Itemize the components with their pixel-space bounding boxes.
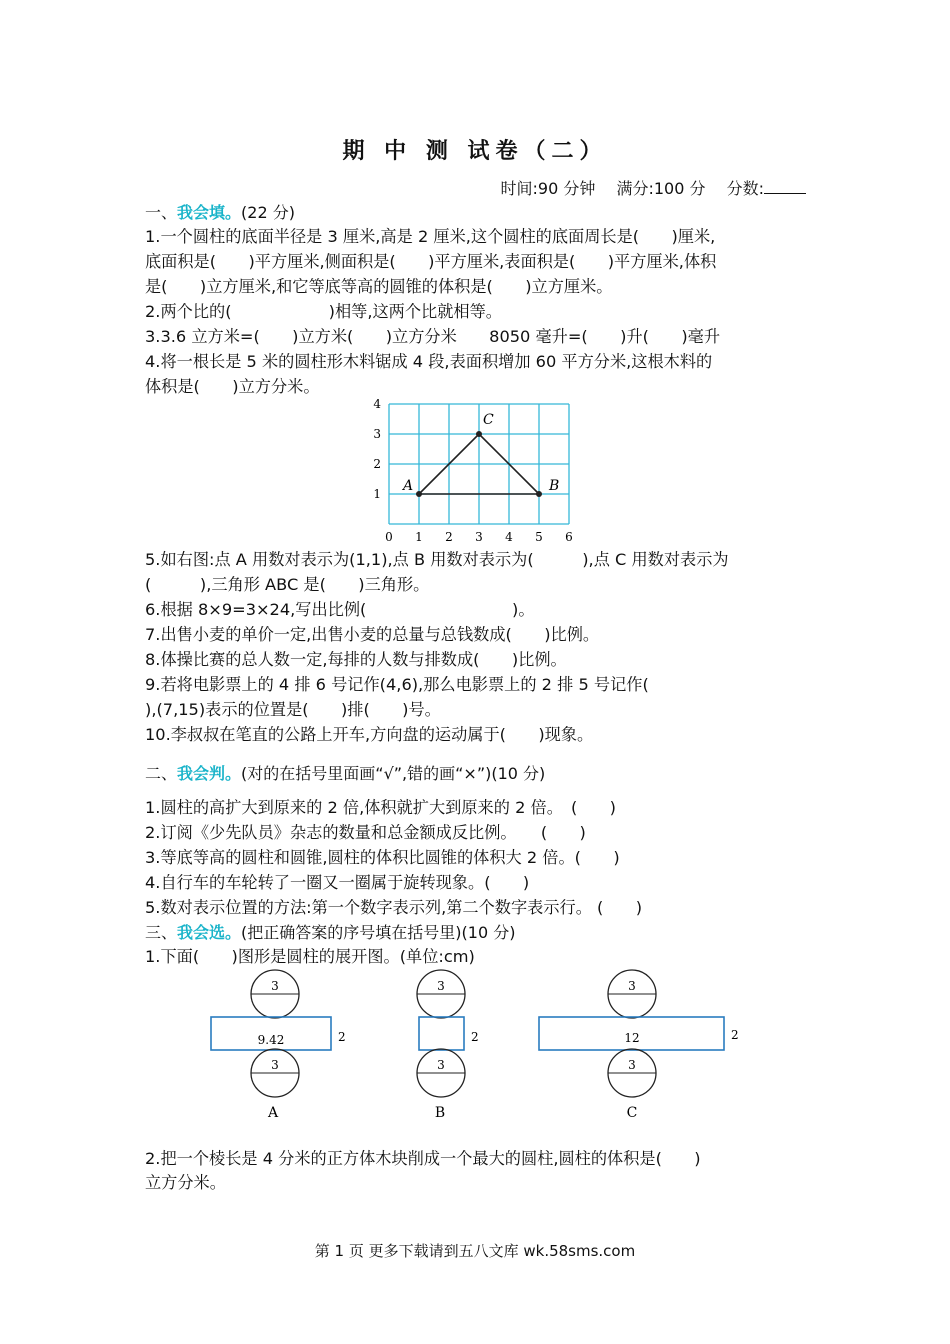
x-tick-label: 3 (475, 530, 483, 544)
net-c-bottom-label: 3 (628, 1058, 636, 1072)
section-3-name: 我会选。 (177, 923, 242, 942)
section-1-points: (22 分) (241, 203, 295, 222)
point-a-label: A (403, 478, 414, 494)
question-9-line-1: 9.若将电影票上的 4 排 6 号记作(4,6),那么电影票上的 2 排 5 号记作( (145, 675, 649, 694)
net-a-bottom-label: 3 (271, 1058, 279, 1072)
y-tick-label: 3 (373, 427, 381, 441)
cylinder-nets-figure (200, 966, 760, 1126)
point-b-marker (536, 491, 542, 497)
net-a-top-label: 3 (271, 979, 279, 993)
question-1-line-2: 底面积是( )平方厘米,侧面积是( )平方厘米,表面积是( )平方厘米,体积 (145, 252, 717, 271)
question-2: 2.两个比的( )相等,这两个比就相等。 (145, 302, 502, 321)
net-c-side-label: 2 (731, 1028, 739, 1042)
page-footer: 第 1 页 更多下载请到五八文库 wk.58sms.com (314, 1242, 636, 1260)
net-c-top-label: 3 (628, 979, 636, 993)
net-c-mid-label: 12 (624, 1031, 640, 1045)
x-tick-label: 4 (505, 530, 513, 544)
time-limit: 时间:90 分钟 (500, 179, 596, 198)
net-b-letter: B (434, 1105, 446, 1121)
section-1-name: 我会填。 (177, 203, 242, 222)
net-c-letter: C (626, 1105, 638, 1121)
judge-5: 5.数对表示位置的方法:第一个数字表示列,第二个数字表示行。 ( ) (145, 898, 643, 917)
question-3: 3.3.6 立方米=( )立方米( )立方分米 8050 毫升=( )升( )毫升 (145, 327, 721, 346)
section-2-name: 我会判。 (177, 764, 242, 783)
question-7: 7.出售小麦的单价一定,出售小麦的总量与总钱数成( )比例。 (145, 625, 600, 644)
x-tick-label: 6 (565, 530, 573, 544)
net-a-mid-label: 9.42 (257, 1033, 285, 1047)
question-4-line-2: 体积是( )立方分米。 (145, 377, 320, 396)
question-1-line-1: 1.一个圆柱的底面半径是 3 厘米,高是 2 厘米,这个圆柱的底面周长是( )厘米, (145, 227, 716, 246)
coordinate-grid-figure (366, 396, 580, 546)
judge-2: 2.订阅《少先队员》杂志的数量和总金额成反比例。 ( ) (145, 823, 586, 842)
y-tick-label: 2 (373, 457, 381, 471)
section-1-heading (145, 202, 295, 224)
question-1-line-3: 是( )立方厘米,和它等底等高的圆锥的体积是( )立方厘米。 (145, 277, 613, 296)
point-b-label: B (549, 478, 560, 494)
section-2-heading (145, 763, 545, 785)
section-2-points: (对的在括号里面画“√”,错的画“×”)(10 分) (241, 764, 546, 783)
page-title: 期 中 测 试卷（二） (342, 138, 608, 164)
question-5-line-2: ( ),三角形 ABC 是( )三角形。 (145, 575, 430, 594)
grid-lines (389, 404, 569, 524)
score-label (727, 179, 806, 198)
judge-3: 3.等底等高的圆柱和圆锥,圆柱的体积比圆锥的体积大 2 倍。( ) (145, 848, 620, 867)
question-5-line-1: 5.如右图:点 A 用数对表示为(1,1),点 B 用数对表示为( ),点 C 用数对表示为 (145, 550, 729, 569)
net-c (539, 970, 739, 1121)
section-3-points: (把正确答案的序号填在括号里)(10 分) (241, 923, 516, 942)
net-a-side-label: 2 (338, 1030, 346, 1044)
point-a-marker (416, 491, 422, 497)
score-blank[interactable] (764, 179, 806, 194)
net-b-side-label: 2 (471, 1030, 479, 1044)
question-10: 10.李叔叔在笔直的公路上开车,方向盘的运动属于( )现象。 (145, 725, 594, 744)
net-b-bottom-label: 3 (437, 1058, 445, 1072)
point-c-label: C (483, 412, 494, 428)
choice-2-line-2: 立方分米。 (145, 1173, 226, 1192)
section-2-prefix: 二、 (145, 764, 178, 783)
grid-labels (373, 397, 572, 544)
judge-1: 1.圆柱的高扩大到原来的 2 倍,体积就扩大到原来的 2 倍。 ( ) (145, 798, 616, 817)
choice-1: 1.下面( )图形是圆柱的展开图。(单位:cm) (145, 947, 475, 966)
net-a-letter: A (267, 1105, 279, 1121)
full-score: 满分:100 分 (616, 179, 706, 198)
net-b-top-label: 3 (437, 979, 445, 993)
question-4-line-1: 4.将一根长是 5 米的圆柱形木料锯成 4 段,表面积增加 60 平方分米,这根木料的 (145, 352, 713, 371)
score-text: 分数: (726, 179, 764, 198)
point-c-marker (476, 431, 482, 437)
y-tick-label: 1 (373, 487, 381, 501)
judge-4: 4.自行车的车轮转了一圈又一圈属于旋转现象。( ) (145, 873, 530, 892)
question-6: 6.根据 8×9=3×24,写出比例( )。 (145, 600, 535, 619)
x-tick-label: 2 (445, 530, 453, 544)
net-b (417, 970, 479, 1121)
x-tick-label: 5 (535, 530, 543, 544)
section-1-prefix: 一、 (145, 203, 178, 222)
net-b-rectangle (419, 1017, 464, 1050)
exam-meta (485, 176, 806, 199)
x-tick-label: 1 (415, 530, 423, 544)
question-9-line-2: ),(7,15)表示的位置是( )排( )号。 (145, 700, 441, 719)
triangle-abc (401, 412, 559, 497)
net-a (211, 970, 346, 1121)
question-8: 8.体操比赛的总人数一定,每排的人数与排数成( )比例。 (145, 650, 567, 669)
x-tick-label: 0 (385, 530, 393, 544)
section-3-heading (145, 922, 515, 944)
y-tick-label: 4 (373, 397, 381, 411)
section-3-prefix: 三、 (145, 923, 178, 942)
choice-2-line-1: 2.把一个棱长是 4 分米的正方体木块削成一个最大的圆柱,圆柱的体积是( ) (145, 1149, 701, 1168)
